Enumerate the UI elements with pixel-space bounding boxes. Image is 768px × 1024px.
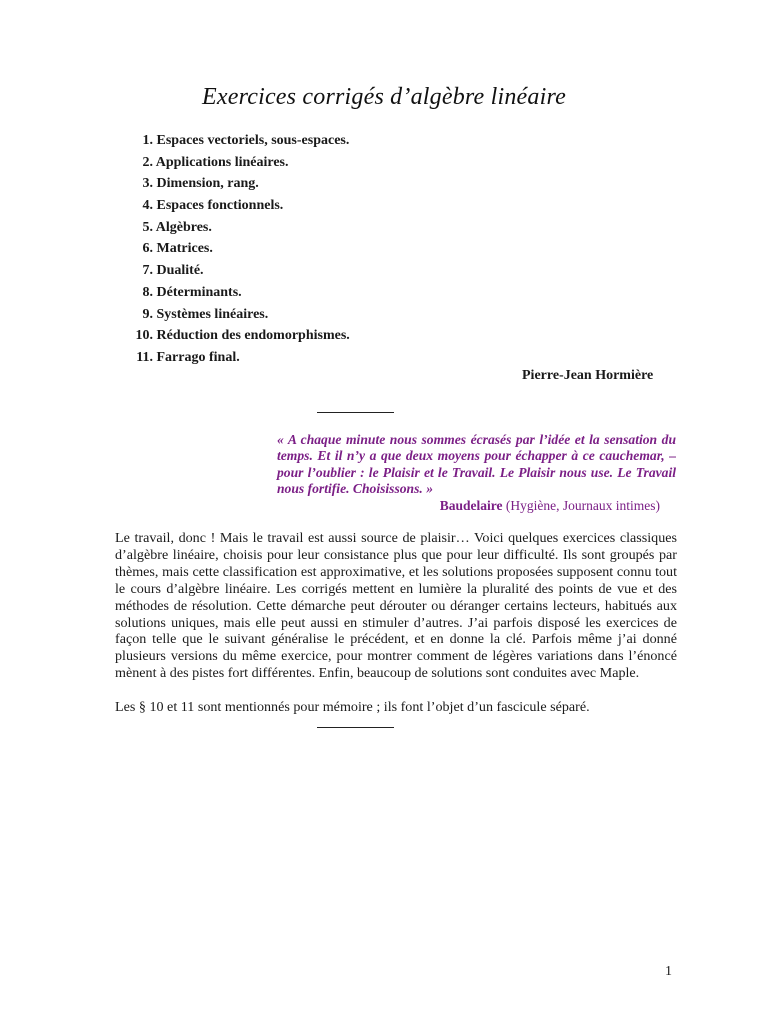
toc-item-number: 2. (142, 154, 153, 170)
toc-item (133, 152, 350, 174)
introduction-paragraph: Le travail, donc ! Mais le travail est aussi source de plaisir… Voici quelques exercices classiques d’algèbre linéaire, choisis pour leur consistance plus que pour leur difficulté. Ils sont groupés par thèmes, mais cette classification est approximative, et les solutions proposées supposent connu tout le cours d’algèbre linéaire. Les corrigés mettent en lumière la pluralité des points de vue et des méthodes de résolution. Cette démarche peut dérouter ou déranger certains lecteurs, habitués aux solutions uniques, mais elle peut aussi en stimuler d’autres. J’ai parfois disposé les exercices de façon telle que le suivant généralise le précédent, et en donne la clé. Parfois même j’ai donné plusieurs versions du même exercice, pour montrer comment de légères variations dans l’énoncé mènent à des pistes fort différentes. Enfin, beaucoup de solutions sont conduites avec Maple. (115, 530, 677, 682)
toc-item (133, 260, 350, 282)
toc-item-label: Espaces vectoriels, sous-espaces. (156, 133, 350, 148)
toc-item-label: Réduction des endomorphismes. (156, 328, 350, 344)
divider (317, 727, 394, 728)
toc-item-label: Applications linéaires. (155, 154, 289, 170)
toc-item-number: 9. (142, 306, 153, 322)
toc-item (133, 195, 350, 217)
quote-attribution (440, 498, 660, 514)
toc-item-number: 7. (142, 263, 153, 279)
toc-item-label: Algèbres. (155, 219, 212, 235)
table-of-contents (133, 130, 350, 369)
toc-item-number: 8. (142, 284, 153, 300)
toc-item (133, 173, 350, 195)
quote-author: Baudelaire (439, 498, 503, 513)
toc-item-number: 6. (142, 241, 153, 257)
author-name: Pierre-Jean Hormière (522, 368, 654, 383)
toc-item (133, 347, 350, 369)
toc-item-label: Espaces fonctionnels. (156, 198, 284, 214)
toc-item-label: Systèmes linéaires. (156, 306, 269, 322)
toc-item (133, 325, 350, 347)
epigraph-quote: « A chaque minute nous sommes écrasés par l’idée et la sensation du temps. Et il n’y a que deux moyens pour échapper à ce cauchemar, – pour l’oublier : le Plaisir et le Travail. Le Plaisir nous use. Le Travail nous fortifie. Choisissons. » (277, 432, 676, 496)
toc-item-number: 4. (142, 198, 153, 214)
toc-item-number: 5. (142, 219, 153, 235)
toc-item (133, 238, 350, 260)
toc-item (133, 304, 350, 326)
toc-item-label: Matrices. (156, 241, 213, 257)
toc-item (133, 282, 350, 304)
toc-item-label: Dualité. (156, 263, 204, 279)
toc-item (133, 130, 350, 152)
toc-item-number: 3. (142, 176, 153, 192)
toc-item-label: Dimension, rang. (156, 176, 259, 192)
toc-item-number: 10. (135, 328, 153, 344)
toc-item-label: Déterminants. (156, 284, 242, 300)
introduction-note: Les § 10 et 11 sont mentionnés pour mémoire ; ils font l’objet d’un fascicule séparé. (115, 699, 590, 715)
quote-source: (Hygiène, Journaux intimes) (505, 498, 660, 513)
toc-item-label: Farrago final. (156, 349, 240, 365)
page-number: 1 (665, 964, 672, 979)
toc-item (133, 217, 350, 239)
divider (317, 412, 394, 413)
toc-item-number: 11. (136, 349, 153, 365)
document-title: Exercices corrigés d’algèbre linéaire (202, 84, 566, 110)
toc-item-number: 1. (142, 133, 153, 148)
